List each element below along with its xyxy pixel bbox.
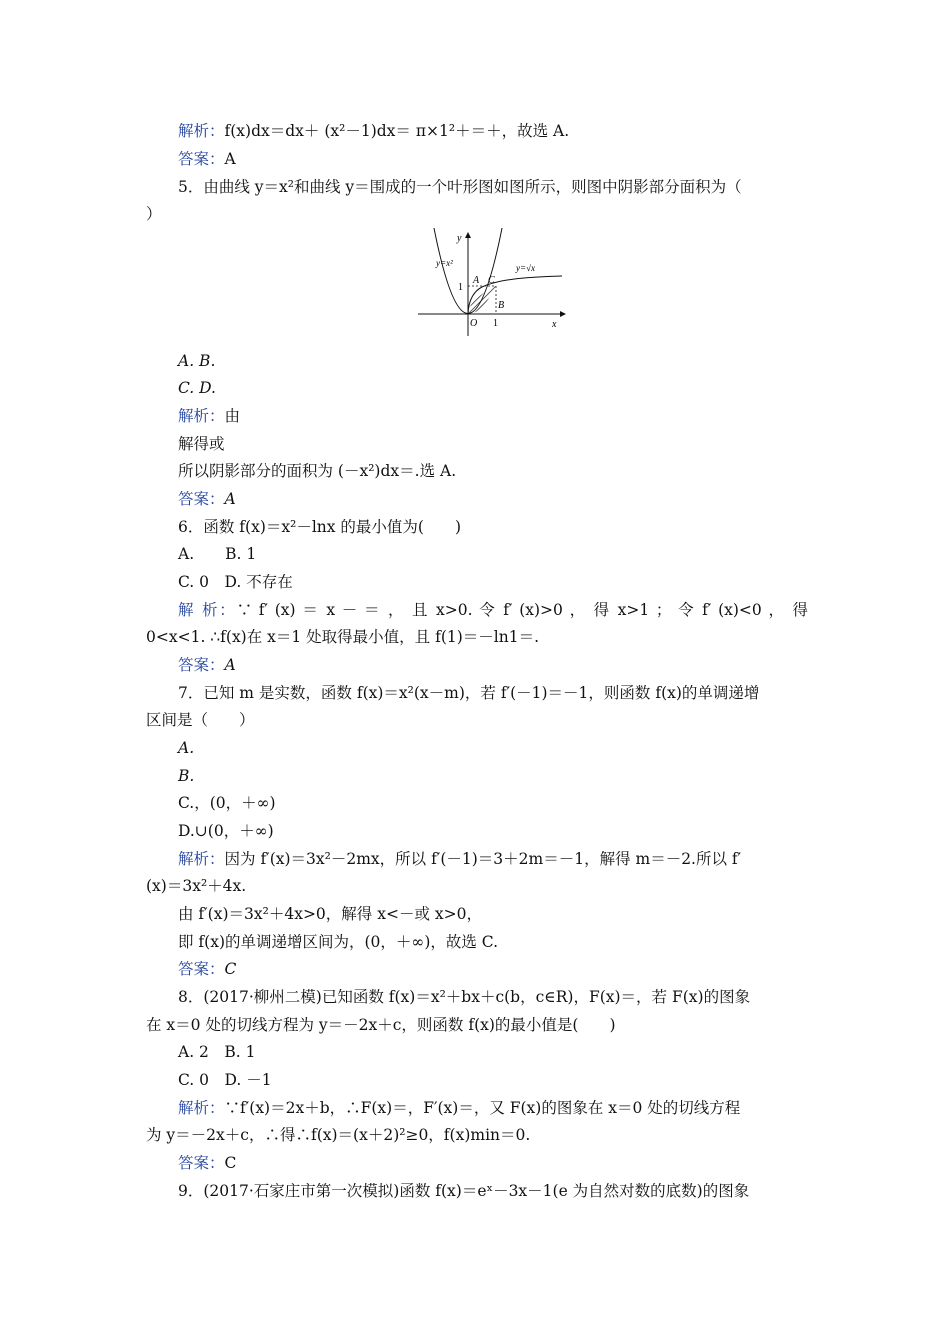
question-8 bbox=[178, 986, 750, 1008]
point-b-label: B bbox=[498, 300, 505, 311]
line-text: A. B. 1 bbox=[178, 545, 257, 563]
analysis-label: 解 析： bbox=[178, 601, 237, 619]
line-text: 5．由曲线 y＝x²和曲线 y＝围成的一个叶形图如图所示，则图中阴影部分面积为（ bbox=[178, 178, 742, 196]
q6-analysis-cont bbox=[146, 626, 539, 648]
line-text: 7．已知 m 是实数，函数 f(x)＝x²(x－m)，若 f′(－1)＝－1，则函数 f(x)的单调递增 bbox=[178, 684, 760, 702]
line-text: A. 2 B. 1 bbox=[178, 1043, 256, 1061]
line-text: A bbox=[224, 656, 236, 674]
q5-answer bbox=[178, 488, 236, 510]
q7-analysis bbox=[178, 848, 741, 870]
line-text: C bbox=[224, 1154, 237, 1172]
q7-option-c bbox=[178, 792, 276, 814]
line-text: 6．函数 f(x)＝x²－lnx 的最小值为( ) bbox=[178, 518, 462, 536]
question-8-cont bbox=[146, 1014, 616, 1036]
line-text: ∵ f′ (x) ＝ x － ＝ ， 且 x>0. 令 f′ (x)>0 ， 得 x>1 ； 令 f′ (x)<0 ， 得 bbox=[236, 601, 808, 619]
line-text: A bbox=[224, 150, 236, 168]
q8-analysis bbox=[178, 1097, 740, 1119]
line-text: 即 f(x)的单调递增区间为，(0，＋∞)，故选 C. bbox=[178, 933, 499, 951]
q8-options-cd bbox=[178, 1069, 272, 1091]
answer-label: 答案： bbox=[178, 150, 225, 168]
q7-option-b bbox=[178, 765, 194, 787]
line-text: 为 y＝－2x＋c，∴得∴f(x)＝(x＋2)²≥0，f(x)min＝0. bbox=[146, 1126, 531, 1144]
line-text: B. bbox=[178, 767, 195, 785]
point-c-label: C bbox=[488, 275, 495, 286]
line-text: ∵f′(x)＝2x＋b，∴F(x)＝，F′(x)＝，又 F(x)的图象在 x＝0 处的切线方程 bbox=[224, 1099, 741, 1117]
line-text: ） bbox=[146, 205, 162, 223]
answer-label: 答案： bbox=[178, 656, 225, 674]
line-text: 8．(2017·柳州二模)已知函数 f(x)＝x²＋bx＋c(b，c∈R)，F(x)＝，若 F(x)的图象 bbox=[178, 988, 751, 1006]
line-text: C. D. bbox=[178, 379, 216, 397]
line-text: D.∪(0，＋∞) bbox=[178, 822, 274, 840]
x-axis-label: x bbox=[552, 319, 557, 330]
analysis-label: 解析： bbox=[178, 1099, 225, 1117]
line-text: 0<x<1. ∴f(x)在 x＝1 处取得最小值，且 f(1)＝－ln1＝. bbox=[146, 628, 540, 646]
q6-analysis bbox=[178, 599, 808, 621]
q7-option-a bbox=[178, 737, 194, 759]
line-text: (x)＝3x²＋4x. bbox=[146, 877, 247, 895]
line-text: A. B. bbox=[178, 352, 216, 370]
sqrt-label: y=√x bbox=[516, 263, 536, 273]
q8-analysis-cont bbox=[146, 1124, 530, 1146]
y-axis-label: y bbox=[457, 233, 462, 244]
question-5 bbox=[178, 176, 742, 198]
q7-answer bbox=[178, 958, 236, 980]
line-text: 在 x＝0 处的切线方程为 y＝－2x＋c，则函数 f(x)的最小值是( ) bbox=[146, 1016, 616, 1034]
line-text: f(x)dx＝dx＋ (x²－1)dx＝ π×1²＋＝＋，故选 A. bbox=[224, 122, 570, 140]
q8-options-ab bbox=[178, 1041, 256, 1063]
line-text: A. bbox=[178, 739, 195, 757]
question-6 bbox=[178, 516, 461, 538]
analysis-label: 解析： bbox=[178, 850, 225, 868]
q6-options-cd bbox=[178, 571, 293, 593]
question-7-cont bbox=[146, 709, 255, 731]
line-1 bbox=[178, 120, 569, 142]
y-axis-arrow bbox=[465, 232, 471, 238]
line-text: 由 f′(x)＝3x²＋4x>0，解得 x<－或 x>0， bbox=[178, 905, 482, 923]
q5-options-cd bbox=[178, 377, 216, 399]
line-text: C bbox=[224, 960, 237, 978]
line-text: 9．(2017·石家庄市第一次模拟)函数 f(x)＝eˣ－3x－1(e 为自然对数的底数)的图象 bbox=[178, 1182, 750, 1200]
line-text: 所以阴影部分的面积为 (－x²)dx＝.选 A. bbox=[178, 462, 457, 480]
question-7 bbox=[178, 682, 759, 704]
q7-option-d bbox=[178, 820, 274, 842]
question-5-cont bbox=[146, 203, 162, 225]
q7-solve bbox=[178, 903, 482, 925]
line-text: 解得或 bbox=[178, 435, 225, 453]
q5-solve bbox=[178, 433, 225, 455]
line-text: C. 0 D. 不存在 bbox=[178, 573, 293, 591]
q6-answer bbox=[178, 654, 236, 676]
line-2 bbox=[178, 148, 236, 170]
answer-label: 答案： bbox=[178, 960, 225, 978]
line-text: C. 0 D. －1 bbox=[178, 1071, 272, 1089]
line-text: A bbox=[224, 490, 236, 508]
line-text: 区间是（ ） bbox=[146, 711, 255, 729]
q5-area bbox=[178, 460, 456, 482]
question-9 bbox=[178, 1180, 749, 1202]
line-text: 由 bbox=[224, 407, 241, 425]
tick-x-label: 1 bbox=[493, 318, 498, 329]
origin-label: O bbox=[470, 318, 478, 329]
q5-analysis bbox=[178, 405, 240, 427]
x-axis-arrow bbox=[560, 311, 566, 317]
q7-analysis-cont bbox=[146, 875, 246, 897]
analysis-label: 解析： bbox=[178, 122, 225, 140]
point-a-label: A bbox=[473, 275, 480, 286]
parabola-label: y=x² bbox=[436, 258, 453, 268]
q7-result bbox=[178, 931, 498, 953]
answer-label: 答案： bbox=[178, 1154, 225, 1172]
tick-y-label: 1 bbox=[458, 282, 463, 293]
line-text: C.，(0，＋∞) bbox=[178, 794, 276, 812]
q8-answer bbox=[178, 1152, 236, 1174]
q5-options-ab bbox=[178, 350, 215, 372]
analysis-label: 解析： bbox=[178, 407, 225, 425]
leaf-figure bbox=[412, 228, 572, 340]
q6-options-ab bbox=[178, 543, 256, 565]
line-text: 因为 f′(x)＝3x²－2mx，所以 f′(－1)＝3＋2m＝－1，解得 m＝－2.所以 f′ bbox=[224, 850, 742, 868]
answer-label: 答案： bbox=[178, 490, 225, 508]
